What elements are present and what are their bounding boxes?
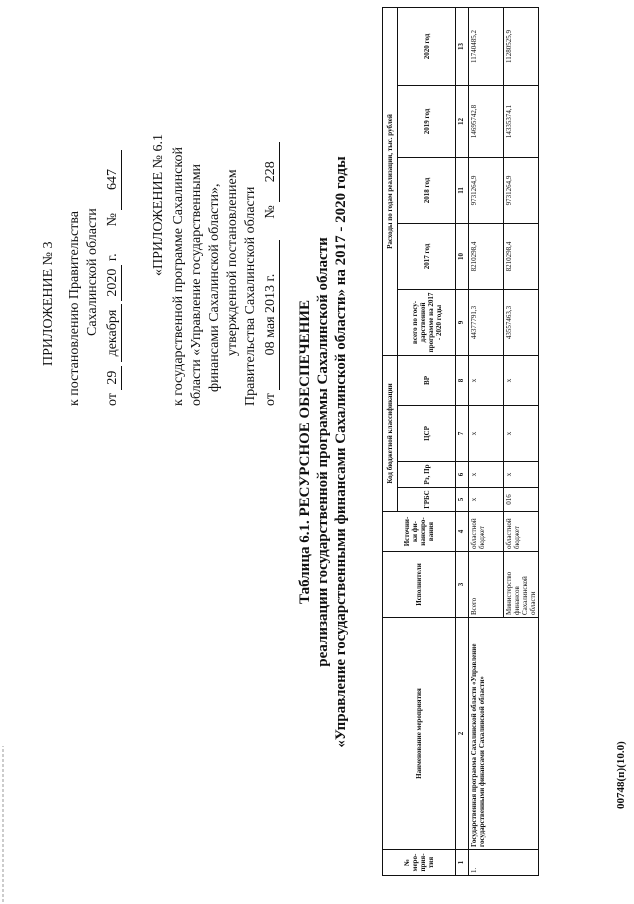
- date-value: 08 мая 2013 г.: [262, 240, 280, 390]
- row-vr: х: [469, 355, 504, 405]
- column-number: 13: [456, 7, 469, 85]
- column-number: 12: [456, 85, 469, 157]
- column-number-row: [456, 7, 469, 875]
- resource-table: [382, 7, 539, 876]
- column-number: 2: [456, 618, 469, 850]
- number-value: 647: [104, 150, 122, 210]
- row-grbs: 016: [504, 488, 539, 512]
- row-vr: х: [504, 355, 539, 405]
- column-number: 11: [456, 157, 469, 223]
- appendix-6-1-date-line: [262, 142, 280, 406]
- header-2019: 2019 год: [398, 85, 456, 157]
- row-num: 1.: [469, 850, 539, 876]
- row-executor: Всего: [469, 552, 504, 618]
- document-code: 00748(п)(10.0): [615, 741, 627, 809]
- appendix-6-1-line4: утвержденной постановлением: [225, 169, 240, 356]
- column-number: 6: [456, 462, 469, 488]
- number-label: №: [263, 205, 278, 219]
- column-number: 5: [456, 488, 469, 512]
- row-source: областной бюджет: [469, 512, 504, 552]
- row-executor: Министерство финансов Сахалинской области: [504, 552, 539, 618]
- appendix-6-1-title: «ПРИЛОЖЕНИЕ № 6.1: [151, 134, 166, 276]
- date-day: 29: [104, 366, 122, 390]
- appendix-3-line1: к постановлению Правительства: [67, 210, 82, 406]
- row-2020: 11280525,9: [504, 7, 539, 85]
- header-total: всего по госу-дарственной программе на 2017 - 2020 годы: [398, 289, 456, 355]
- number-label: №: [105, 213, 120, 227]
- row-2019: 14695742,8: [469, 85, 504, 157]
- header-vr: ВР: [398, 355, 456, 405]
- date-prefix: от: [105, 393, 120, 406]
- column-number: 1: [456, 850, 469, 876]
- table-row: [469, 7, 504, 875]
- column-number: 10: [456, 223, 469, 289]
- appendix-6-1-line1: к государственной программе Сахалинской: [171, 147, 186, 406]
- number-value: 228: [262, 142, 280, 202]
- table-title-line3: «Управление государственными финансами Сахалинской области» на 2017 - 2020 годы: [333, 156, 349, 748]
- row-csr: х: [469, 406, 504, 462]
- header-executor: Исполнители: [383, 552, 456, 618]
- header-grbs: ГРБС: [398, 488, 456, 512]
- appendix-3-line2: Сахалинской области: [85, 208, 100, 336]
- header-rzpr: Рз, Пр: [398, 462, 456, 488]
- column-number: 9: [456, 289, 469, 355]
- date-prefix: от: [263, 393, 278, 406]
- row-source: областной бюджет: [504, 512, 539, 552]
- column-number: 7: [456, 406, 469, 462]
- appendix-6-1-line3: финансами Сахалинской области»,: [207, 183, 222, 392]
- row-2017: 8210298,4: [504, 223, 539, 289]
- appendix-3-date-line: [104, 150, 122, 406]
- header-source: Источни-ки фи-нансиро-вания: [383, 512, 456, 552]
- column-number: 4: [456, 512, 469, 552]
- table-title-line1: Таблица 6.1. РЕСУРСНОЕ ОБЕСПЕЧЕНИЕ: [297, 300, 313, 604]
- header-budget-code: Код бюджетной классификации: [383, 355, 398, 511]
- row-rzpr: х: [504, 462, 539, 488]
- header-2020: 2020 год: [398, 7, 456, 85]
- resource-table-wrapper: [382, 8, 539, 876]
- header-name: Наименование мероприятия: [383, 618, 456, 850]
- table-title-line2: реализации государственной программы Сахалинской области: [315, 237, 331, 667]
- row-2018: 9731264,9: [469, 157, 504, 223]
- appendix-6-1-line2: области «Управление государственными: [189, 163, 204, 406]
- column-number: 8: [456, 355, 469, 405]
- row-2020: 11740485,2: [469, 7, 504, 85]
- header-expenses: Расходы по годам реализации, тыс. рублей: [383, 7, 398, 355]
- header-2017: 2017 год: [398, 223, 456, 289]
- row-2019: 14335374,1: [504, 85, 539, 157]
- appendix-3-title: ПРИЛОЖЕНИЕ № 3: [41, 241, 56, 366]
- header-2018: 2018 год: [398, 157, 456, 223]
- row-2018: 9731264,9: [504, 157, 539, 223]
- header-num: № меро-прия-тия: [383, 850, 456, 876]
- row-2017: 8210298,4: [469, 223, 504, 289]
- row-name: Государственная программа Сахалинской области «Управление государственными финансами Сахалинской области»: [469, 618, 539, 850]
- date-month: декабря: [104, 304, 122, 362]
- row-total: 43557463,3: [504, 289, 539, 355]
- row-grbs: х: [469, 488, 504, 512]
- date-suffix: г.: [105, 253, 120, 262]
- scan-artifact: [0, 744, 6, 904]
- column-number: 3: [456, 552, 469, 618]
- header-csr: ЦСР: [398, 406, 456, 462]
- row-total: 44377791,3: [469, 289, 504, 355]
- appendix-6-1-line5: Правительства Сахалинской области: [243, 186, 258, 406]
- row-csr: х: [504, 406, 539, 462]
- row-rzpr: х: [469, 462, 504, 488]
- date-year: 2020: [104, 265, 122, 301]
